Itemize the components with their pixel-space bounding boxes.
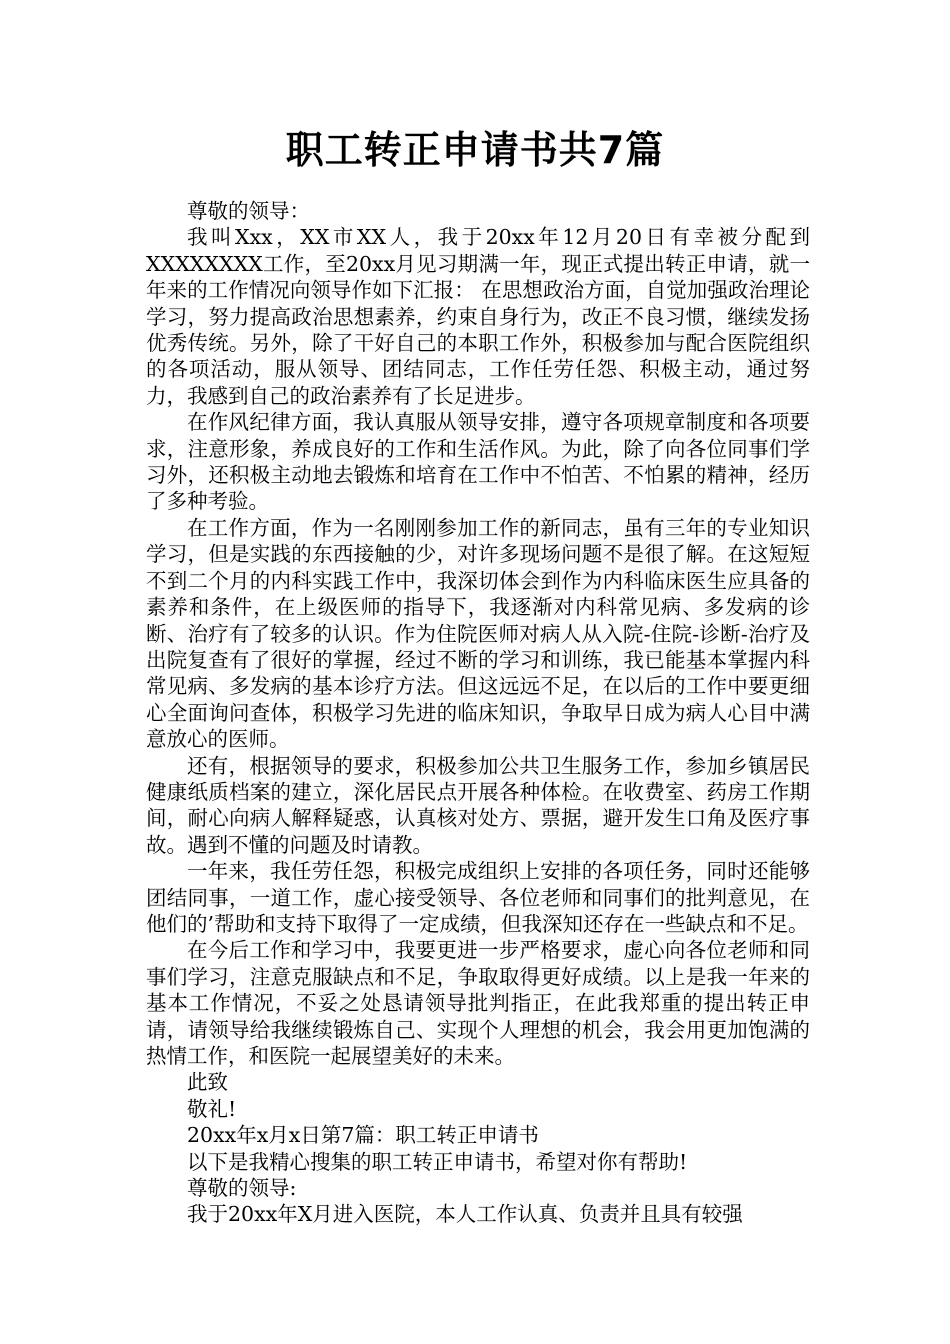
date-and-next-title: 20xx年x月x日第7篇：职工转正申请书 [187, 1123, 539, 1148]
paragraph-future: 在今后工作和学习中，我要更进一步严格要求，虚心向各位老师和同事们学习，注意克服缺点和不足，争取取得更好成绩。以上是我一年来的基本工作情况，不妥之处恳请领导批判指正，在此我郑重的提出转正申请，请领导给我继续锻炼自己、实现个人理想的机会，我会用更加饱满的热情工作，和医院一起展望美好的未来。 [146, 938, 810, 1068]
closing-line-1: 此致 [187, 1070, 228, 1095]
document-title: 职工转正申请书共7篇 [285, 128, 665, 172]
salutation: 尊敬的领导： [187, 199, 310, 223]
salutation-2: 尊敬的领导: [187, 1176, 297, 1201]
paragraph-next-start: 我于20xx年X月进入医院，本人工作认真、负责并且具有较强 [187, 1202, 743, 1227]
paragraph-work: 在工作方面，作为一名刚刚参加工作的新同志，虽有三年的专业知识学习，但是实践的东西接触的少，对许多现场问题不是很了解。在这短短不到二个月的内科实践工作中，我深切体会到作为内科临床医生应具备的素养和条件，在上级医师的指导下，我逐渐对内科常见病、多发病的诊断、治疗有了较多的认识。作为住院医师对病人从入院-住院-诊断-治疗及出院复查有了很好的掌握，经过不断的学习和训练，我已能基本掌握内科常见病、多发病的基本诊疗方法。但这远远不足，在以后的工作中要更细心全面询问查体，积极学习先进的临床知识，争取早日成为病人心目中满意放心的医师。 [146, 515, 810, 752]
paragraph-intro: 我叫Xxx，XX市XX人，我于20xx年12月20日有幸被分配到XXXXXXXX工作，至20xx月见习期满一年，现正式提出转正申请，就一年来的工作情况向领导作如下汇报： 在思想政治方面，自觉加强政治理论学习，努力提高政治思想素养，约束自身行为，改正不良习惯，继续发扬优秀传统。另外，除了干好自己的本职工作外，积极参加与配合医院组织的各项活动，服从领导、团结同志，工作任劳任怨、积极主动，通过努力，我感到自己的政治素养有了长足进步。 [146, 225, 810, 408]
intro-note: 以下是我精心搜集的职工转正申请书，希望对你有帮助! [187, 1149, 688, 1174]
paragraph-summary: 一年来，我任劳任怨，积极完成组织上安排的各项任务，同时还能够团结同事，一道工作，虚心接受领导、各位老师和同事们的批判意见，在他们的’帮助和支持下取得了一定成绩，但我深知还存在一些缺点和不足。 [146, 859, 810, 936]
paragraph-public-health: 还有，根据领导的要求，积极参加公共卫生服务工作，参加乡镇居民健康纸质档案的建立，深化居民点开展各种体检。在收费室、药房工作期间，耐心向病人解释疑惑，认真核对处方、票据，避开发生口角及医疗事故。遇到不懂的问题及时请教。 [146, 753, 810, 857]
document-body [146, 198, 810, 1228]
closing-line-2: 敬礼! [187, 1096, 237, 1121]
paragraph-discipline: 在作风纪律方面，我认真服从领导安排，遵守各项规章制度和各项要求，注意形象，养成良好的工作和生活作风。为此，除了向各位同事们学习外，还积极主动地去锻炼和培育在工作中不怕苦、不怕累的精神，经历了多种考验。 [146, 410, 810, 514]
